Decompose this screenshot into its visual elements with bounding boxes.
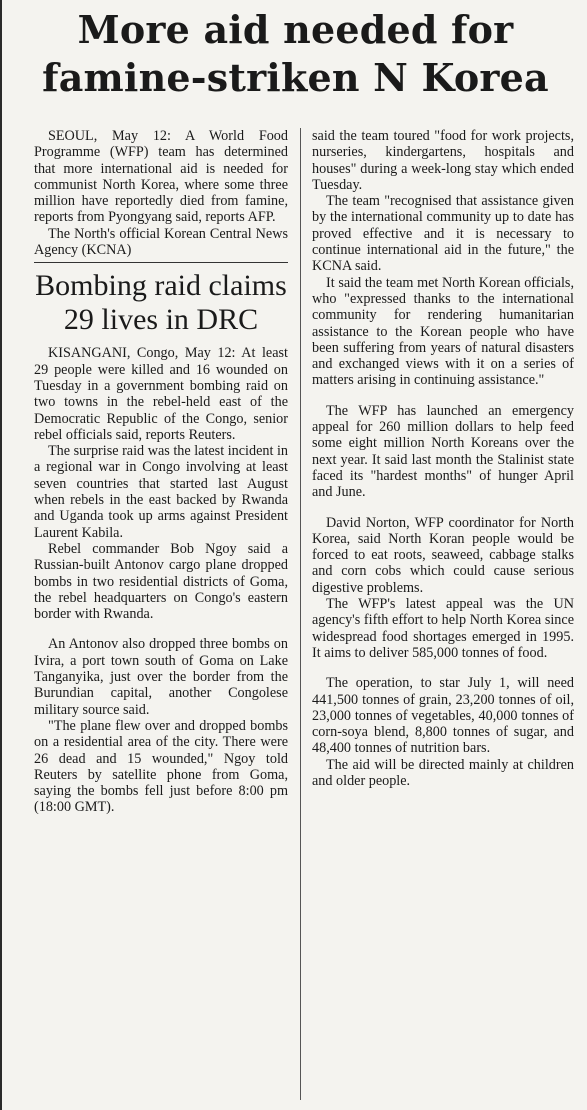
- right-column: [312, 128, 574, 1104]
- left-column: [34, 128, 288, 1104]
- story1-paragraph: The operation, to star July 1, will need 441,500 tonnes of grain, 23,200 tonnes of oil, 23,000 tonnes of vegetables, 40,000 tonnes of corn-soya blend, 8,800 tonnes of sugar, and 48,400 tonnes of nutrition bars.: [312, 675, 574, 757]
- story-separator: [34, 262, 288, 263]
- story1-paragraph: The WFP has launched an emergency appeal for 260 million dollars to help feed some eight million North Koreans over the next year. It said last month the Stalinist state faced its "hardest months" of hunger April and June.: [312, 402, 574, 501]
- headline: More aid needed for famine-striken N Korea: [42, 7, 549, 100]
- story1-paragraph: said the team toured "food for work projects, nurseries, kindergartens, hospitals and houses" during a week-long stay which ended Tuesday.: [312, 128, 574, 193]
- story1-paragraph: David Norton, WFP coordinator for North Korea, said North Koran people would be forced to eat roots, seaweed, cabbage stalks and corn cobs which could cause serious digestive problems.: [312, 514, 574, 596]
- story1-paragraph: SEOUL, May 12: A World Food Programme (WFP) team has determined that more international aid is needed for communist North Korea, where some three million have reportedly died from famine, reports from Pyongyang said, reports AFP.: [34, 128, 288, 226]
- story2-paragraph: Rebel commander Bob Ngoy said a Russian-built Antonov cargo plane dropped bombs in two residential districts of Goma, the rebel headquarters on Congo's eastern border with Rwanda.: [34, 540, 288, 623]
- story2-subhead: Bombing raid claims 29 lives in DRC: [35, 269, 287, 337]
- story1-paragraph: The team "recognised that assistance given by the international community up to date has proved effective and it is necessary to continue international aid in the future," the KCNA said.: [312, 193, 574, 275]
- story1-paragraph: The WFP's latest appeal was the UN agency's fifth effort to help North Korea since widespread food shortages emerged in 1995. It aims to deliver 585,000 tonnes of food.: [312, 596, 574, 661]
- story1-paragraph: The North's official Korean Central News Agency (KCNA): [34, 225, 288, 259]
- story1-paragraph: The aid will be directed mainly at children and older people.: [312, 756, 574, 789]
- story1-paragraph: It said the team met North Korean officials, who "expressed thanks to the international community for rendering humanitarian assistance to the Korean people who have been suffering from years of natural disasters and exchanged views with it on a series of matters arising in continuing assistance.": [312, 274, 574, 389]
- story2-paragraph: An Antonov also dropped three bombs on Ivira, a port town south of Goma on Lake Tanganyika, just over the border from the Burundian capital, another Congolese military source said.: [34, 636, 288, 718]
- column-divider: [300, 128, 301, 1100]
- story2-paragraph: "The plane flew over and dropped bombs on a residential area of the city. There were 26 dead and 15 wounded," Ngoy told Reuters by satellite phone from Goma, saying the bombs fell just before 8:00 pm (18:00 GMT).: [34, 717, 288, 816]
- story2-paragraph: KISANGANI, Congo, May 12: At least 29 people were killed and 16 wounded on Tuesday in a government bombing raid on two towns in the rebel-held east of the Democratic Republic of the Congo, senior rebel officials said, reports Reuters.: [34, 345, 288, 443]
- story2-paragraph: The surprise raid was the latest incident in a regional war in Congo involving at least seven countries that started last August when rebels in the east backed by Rwanda and Uganda took up arms against President Laurent Kabila.: [34, 443, 288, 541]
